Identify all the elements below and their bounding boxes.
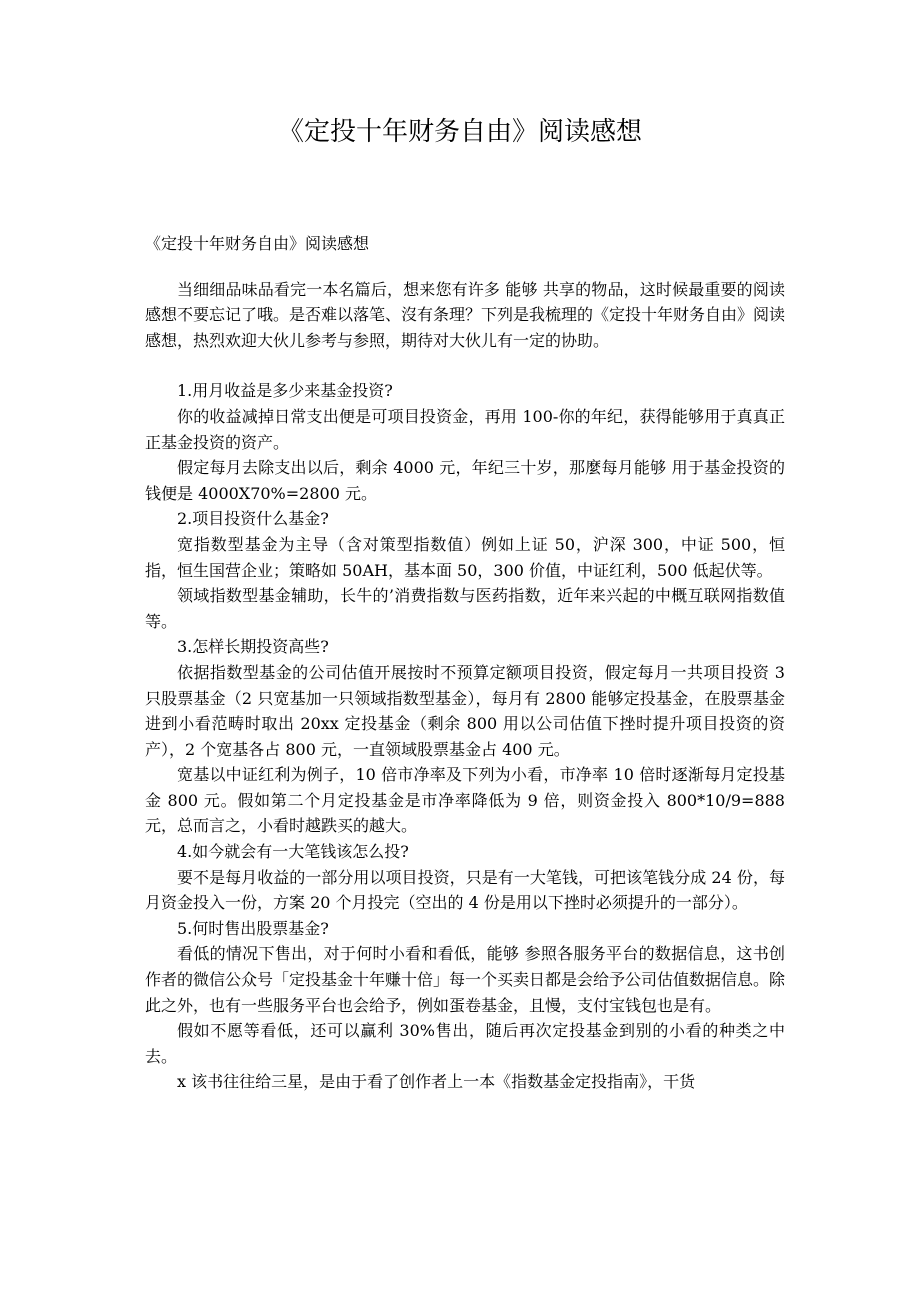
paragraph: 依据指数型基金的公司估值开展按时不预算定额项目投资，假定每月一共项目投资 3 只股票基金（2 只宽基加一只领域指数型基金），每月有 2800 能够定投基金，在股票基金进到小看范畴时取出 20xx 定投基金（剩余 800 用以公司估值下挫时提升项目投资的资产），2 个宽基各占 800 元，一直领域股票基金占 400 元。 bbox=[145, 662, 785, 759]
paragraph: 宽基以中证红利为例子，10 倍市净率及下列为小看，市净率 10 倍时逐渐每月定投基金 800 元。假如第二个月定投基金是市净率降低为 9 倍，则资金投入 800*10/9=888 元，总而言之，小看时越跌买的越大。 bbox=[145, 765, 785, 836]
document-body bbox=[145, 231, 785, 1095]
paragraph: 假如不愿等看低，还可以赢利 30%售出，随后再次定投基金到别的小看的种类之中去。 bbox=[145, 1021, 785, 1066]
document-title: 《定投十年财务自由》阅读感想 bbox=[277, 117, 642, 147]
paragraph: 要不是每月收益的一部分用以项目投资，只是有一大笔钱，可把该笔钱分成 24 份，每月资金投入一份，方案 20 个月投完（空出的 4 份是用以下挫时必须提升的一部分）。 bbox=[145, 867, 785, 913]
paragraph: 宽指数型基金为主导（含对策型指数值）例如上证 50，沪深 300，中证 500，恒指，恒生国营企业；策略如 50AH，基本面 50，300 价值，中证红利，500 低起伏等。 bbox=[145, 534, 785, 580]
heading-q4: 4.如今就会有一大笔钱该怎么投? bbox=[177, 842, 409, 862]
heading-q5: 5.何时售出股票基金? bbox=[177, 918, 329, 938]
paragraph: 看低的情况下售出，对于何时小看和看低，能够 参照各服务平台的数据信息，这书创作者的微信公众号「定投基金十年赚十倍」每一个买卖日都是会给予公司估值数据信息。除此之外，也有一些服务平台也会给予，例如蛋卷基金，且慢，支付宝钱包也是有。 bbox=[145, 944, 786, 1015]
paragraph: 假定每月去除支出以后，剩余 4000 元，年纪三十岁，那麼每月能够 用于基金投资的钱便是 4000X70%=2800 元。 bbox=[145, 458, 785, 503]
heading-q3: 3.怎样长期投资高些? bbox=[177, 637, 329, 657]
intro-paragraph: 当细细品味品看完一本名篇后，想来您有许多 能够 共享的物品，这时候最重要的阅读感想不要忘记了哦。是否难以落笔、沒有条理？下列是我梳理的《定投十年财务自由》阅读感想，热烈欢迎大伙儿参考与参照，期待对大伙儿有一定的协助。 bbox=[145, 279, 786, 350]
paragraph: x 该书往往给三星，是由于看了创作者上一本《指数基金定投指南》，干货 bbox=[177, 1072, 696, 1092]
heading-q2: 2.项目投资什么基金? bbox=[177, 509, 329, 529]
paragraph: 你的收益减掉日常支出便是可项目投资金，再用 100-你的年纪，获得能够用于真真正正基金投资的资产。 bbox=[145, 406, 785, 452]
heading-q1: 1.用月收益是多少来基金投资? bbox=[177, 381, 393, 401]
paragraph-gap bbox=[145, 353, 785, 378]
document-subtitle: 《定投十年财务自由》阅读感想 bbox=[145, 234, 370, 253]
paragraph: 领域指数型基金辅助，长牛的’消费指数与医药指数，近年来兴起的中概互联网指数值等。 bbox=[145, 586, 785, 631]
